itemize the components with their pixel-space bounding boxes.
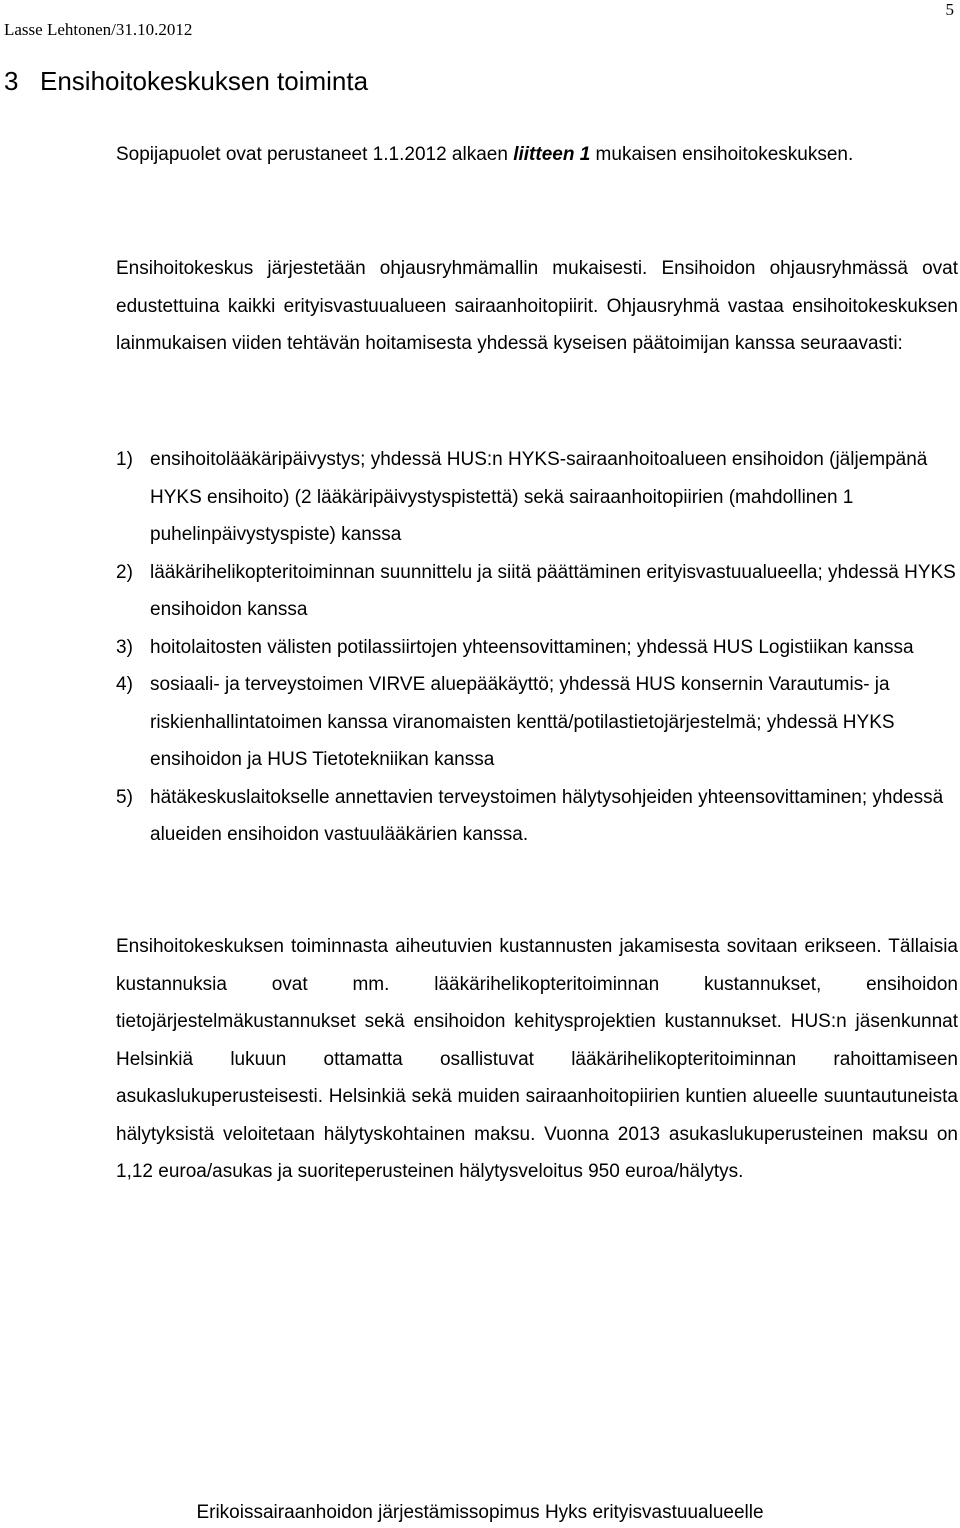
- list-item-text: hoitolaitosten välisten potilassiirtojen yhteensovittaminen; yhdessä HUS Logistiikan kanssa: [150, 636, 914, 658]
- list-item-number: 2): [116, 561, 133, 583]
- list-item-text: sosiaali- ja terveystoimen VIRVE aluepääkäyttö; yhdessä HUS konsernin Varautumis- ja riskienhallintatoimen kanssa viranomaisten kenttä/potilastietojärjestelmä; yhdessä HYKS ensihoidon ja HUS Tietotekniikan kanssa: [150, 674, 895, 770]
- list-item: [116, 441, 958, 554]
- list-item: [116, 779, 958, 854]
- page-number: 5: [945, 0, 954, 19]
- task-list: [116, 441, 958, 854]
- section-title: Ensihoitokeskuksen toiminta: [40, 66, 369, 96]
- section-number: 3: [4, 66, 19, 96]
- paragraph-1-before: Sopijapuolet ovat perustaneet 1.1.2012 alkaen: [116, 144, 514, 165]
- paragraph-2: Ensihoitokeskus järjestetään ohjausryhmämallin mukaisesti. Ensihoidon ohjausryhmässä ovat edustettuina kaikki erityisvastuualueen sairaanhoitopiirit. Ohjausryhmä vastaa ensihoitokeskuksen lainmukaisen viiden tehtävän hoitamisesta yhdessä kyseisen päätoimijan kanssa seuraavasti:: [116, 258, 958, 354]
- paragraph-1-emphasis: liitteen 1: [513, 144, 591, 165]
- header-author-date: Lasse Lehtonen/31.10.2012: [4, 20, 193, 39]
- paragraph-1-after: mukaisen ensihoitokeskuksen.: [590, 144, 854, 165]
- list-item-number: 4): [116, 674, 133, 695]
- list-item-text: lääkärihelikopteritoiminnan suunnittelu ja siitä päättäminen erityisvastuualueella; yhdessä HYKS ensihoidon kanssa: [150, 561, 956, 620]
- list-item: [116, 629, 958, 667]
- list-item-number: 3): [116, 636, 133, 658]
- list-item-text: ensihoitolääkäripäivystys; yhdessä HUS:n HYKS-sairaanhoitoalueen ensihoidon (jäljempänä HYKS ensihoito) (2 lääkäripäivystyspistettä) sekä sairaanhoitopiirien (mahdollinen 1 puhelinpäivystyspiste) kanssa: [150, 449, 928, 545]
- list-item: [116, 554, 958, 629]
- list-item: [116, 666, 958, 779]
- page-footer: Erikoissairaanhoidon järjestämissopimus Hyks erityisvastuualueelle: [196, 1502, 764, 1523]
- paragraph-3: Ensihoitokeskuksen toiminnasta aiheutuvien kustannusten jakamisesta sovitaan erikseen. Tällaisia kustannuksia ovat mm. lääkärihelikopteritoiminnan kustannukset, ensihoidon tietojärjestelmäkustannukset sekä ensihoidon kehitysprojektien kustannukset. HUS:n jäsenkunnat Helsinkiä lukuun ottamatta osallistuvat lääkärihelikopteritoiminnan rahoittamiseen asukaslukuperusteisesti. Helsinkiä sekä muiden sairaanhoitopiirien kuntien alueelle suuntautuneista hälytyksistä veloitetaan hälytyskohtainen maksu. Vuonna 2013 asukaslukuperusteinen maksu on 1,12 euroa/asukas ja suoriteperusteinen hälytysveloitus 950 euroa/hälytys.: [116, 936, 958, 1182]
- section-heading: [4, 66, 368, 97]
- list-item-number: 5): [116, 786, 133, 808]
- paragraph-1: [116, 136, 958, 174]
- list-item-text: hätäkeskuslaitokselle annettavien terveystoimen hälytysohjeiden yhteensovittaminen; yhdessä alueiden ensihoidon vastuulääkärien kanssa.: [150, 786, 944, 845]
- list-item-number: 1): [116, 449, 133, 470]
